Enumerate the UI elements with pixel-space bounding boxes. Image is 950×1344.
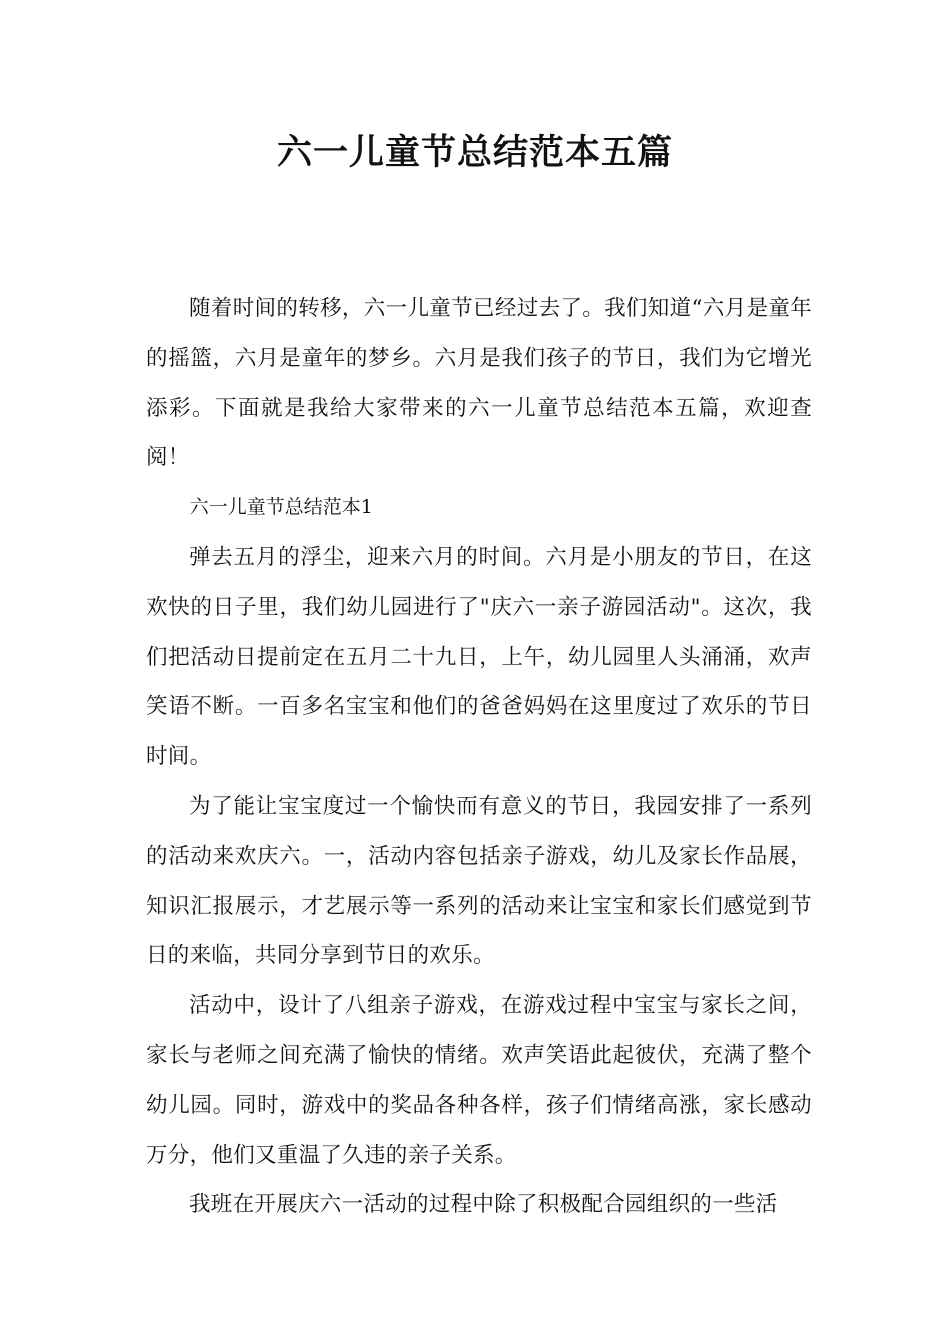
document-body xyxy=(146,284,812,1230)
section-heading: 六一儿童节总结范本1 xyxy=(189,496,373,519)
body-paragraph: 活动中，设计了八组亲子游戏，在游戏过程中宝宝与家长之间，家长与老师之间充满了愉快的情绪。欢声笑语此起彼伏，充满了整个幼儿园。同时，游戏中的奖品各种各样，孩子们情绪高涨，家长感动万分，他们又重温了久违的亲子关系。 xyxy=(146,993,812,1168)
body-paragraph: 弹去五月的浮尘，迎来六月的时间。六月是小朋友的节日，在这欢快的日子里，我们幼儿园进行了"庆六一亲子游园活动"。这次，我们把活动日提前定在五月二十九日，上午，幼儿园里人头涌涌，欢声笑语不断。一百多名宝宝和他们的爸爸妈妈在这里度过了欢乐的节日时间。 xyxy=(146,544,812,770)
document-title: 六一儿童节总结范本五篇 xyxy=(276,133,673,173)
intro-paragraph: 随着时间的转移，六一儿童节已经过去了。我们知道“六月是童年的摇篮，六月是童年的梦乡。六月是我们孩子的节日，我们为它增光添彩。下面就是我给大家带来的六一儿童节总结范本五篇，欢迎查阅！ xyxy=(146,296,812,471)
body-paragraph: 为了能让宝宝度过一个愉快而有意义的节日，我园安排了一系列的活动来欢庆六。一，活动内容包括亲子游戏，幼儿及家长作品展，知识汇报展示，才艺展示等一系列的活动来让宝宝和家长们感觉到节日的来临，共同分享到节日的欢乐。 xyxy=(146,793,812,969)
body-paragraph: 我班在开展庆六一活动的过程中除了积极配合园组织的一些活 xyxy=(189,1192,778,1218)
